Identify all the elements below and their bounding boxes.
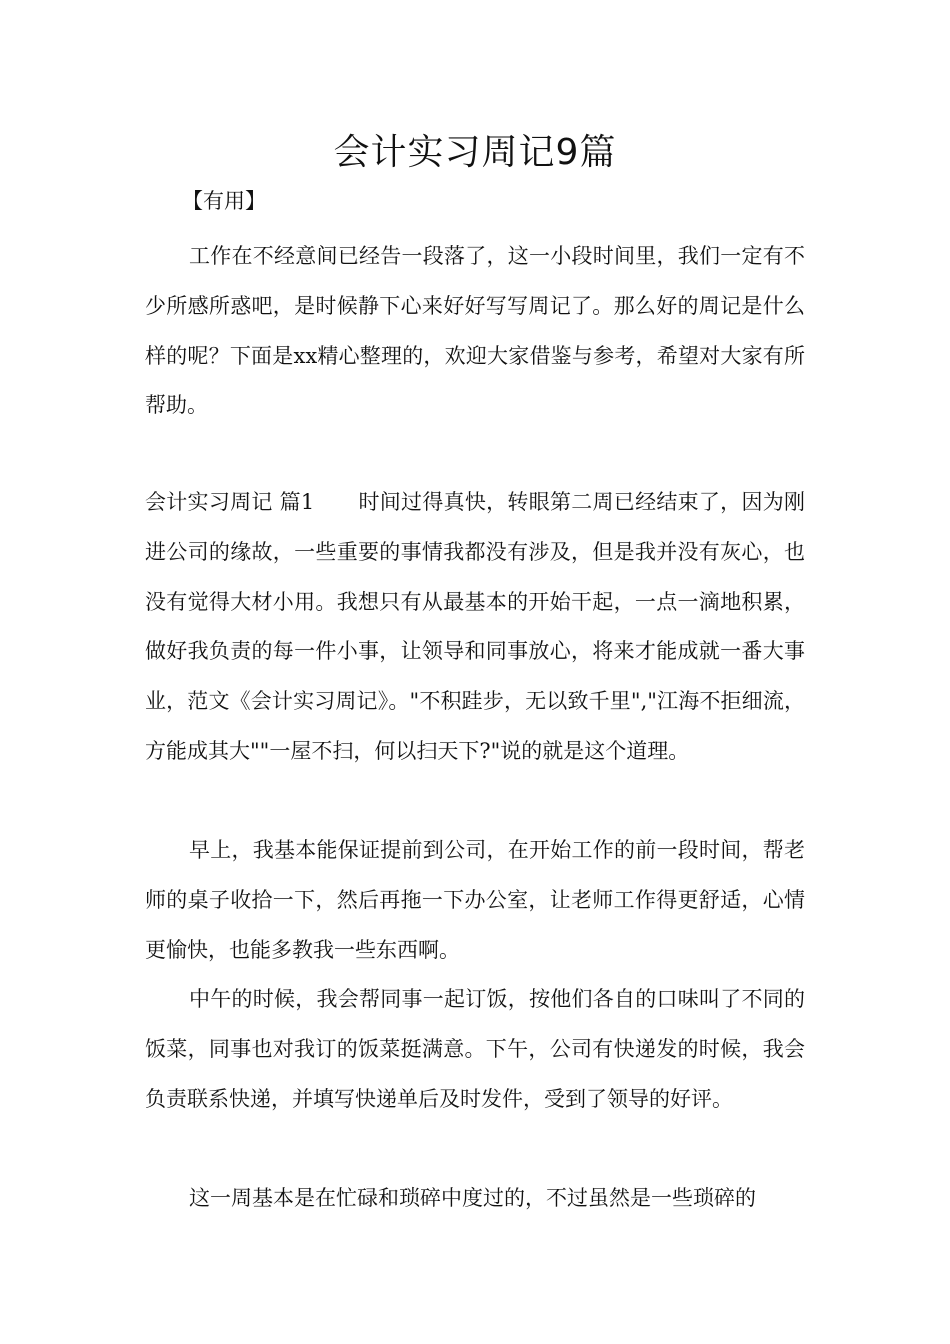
section-1-paragraph-1: 时间过得真快，转眼第二周已经结束了，因为刚进公司的缘故，一些重要的事情我都没有涉及，但是我并没有灰心，也没有觉得大材小用。我想只有从最基本的开始干起，一点一滴地积累，做好我负责的每一件小事，让领导和同事放心，将来才能成就一番大事业，范文《会计实习周记》。"不积跬步，无以致千里","江海不拒细流，方能成其大""一屋不扫，何以扫天下?"说的就是这个道理。 bbox=[145, 490, 805, 763]
section-1-first-paragraph bbox=[145, 478, 805, 777]
intro-paragraph: 工作在不经意间已经告一段落了，这一小段时间里，我们一定有不少所感所惑吧，是时候静下心来好好写写周记了。那么好的周记是什么样的呢？下面是xx精心整理的，欢迎大家借鉴与参考，希望对大家有所帮助。 bbox=[145, 244, 805, 418]
section-1-paragraph-3: 中午的时候，我会帮同事一起订饭，按他们各自的口味叫了不同的饭菜，同事也对我订的饭菜挺满意。下午，公司有快递发的时候，我会负责联系快递，并填写快递单后及时发件，受到了领导的好评。 bbox=[145, 987, 805, 1111]
section-1-paragraph-4: 这一周基本是在忙碌和琐碎中度过的，不过虽然是一些琐碎的 bbox=[189, 1186, 756, 1210]
document-tag: 【有用】 bbox=[182, 189, 266, 213]
document-title: 会计实习周记9篇 bbox=[333, 132, 617, 173]
section-1-paragraph-2: 早上，我基本能保证提前到公司，在开始工作的前一段时间，帮老师的桌子收拾一下，然后再拖一下办公室，让老师工作得更舒适，心情更愉快，也能多教我一些东西啊。 bbox=[145, 838, 805, 962]
section-heading: 会计实习周记 篇1 bbox=[145, 490, 315, 514]
